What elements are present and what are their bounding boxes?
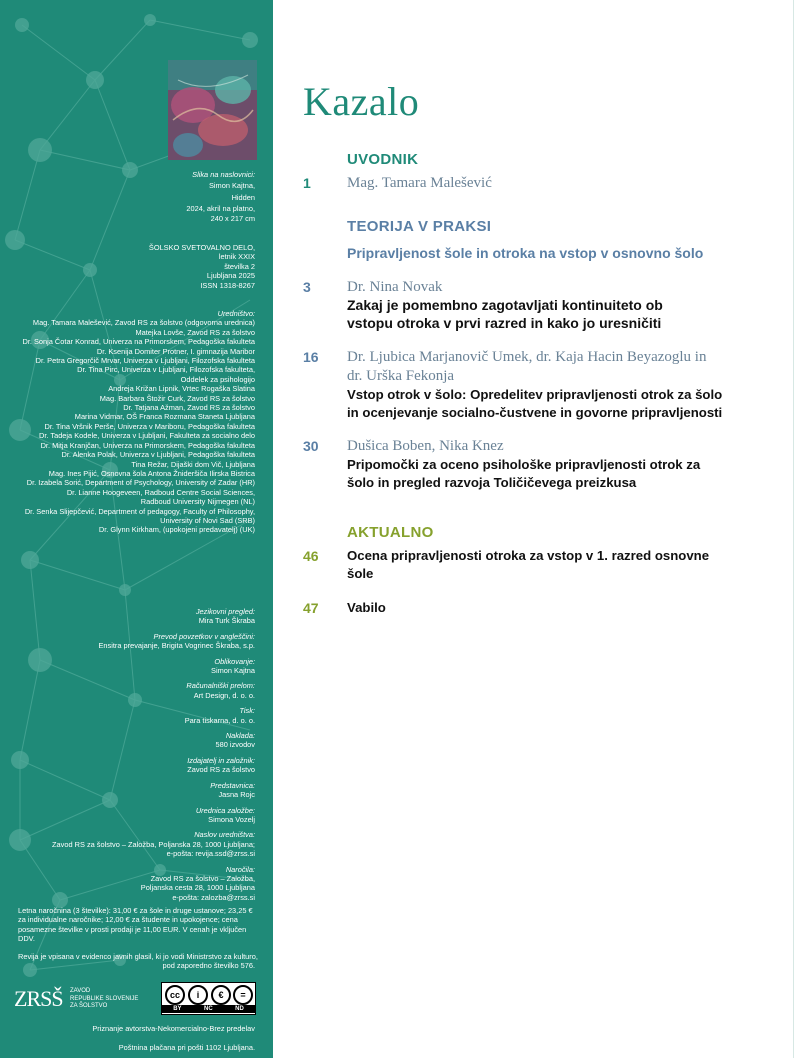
section-subheading: Pripravljenost šole in otroka na vstop v osnovno šolo xyxy=(347,245,704,261)
noncommercial-icon: € xyxy=(211,985,231,1005)
entry-title[interactable]: Vabilo xyxy=(347,600,386,615)
page-number[interactable]: 47 xyxy=(303,600,319,616)
subscription-prices: Letna naročnina (3 številke): 31,00 € za šole in druge ustanove; 23,25 € za individualne naročnike; 12,00 € za študente in upokojence; cena posamezne številke v prosti prodaji je 11,00 EUR. V cenah je vključen DDV. xyxy=(18,906,253,944)
colophon-sidebar: Slika na naslovnici: Simon Kajtna, Hidden 2024, akril na platno, 240 x 217 cm ŠOLSKO SVETOVALNO DELO, letnik XXIX številka 2 Ljubljana 2025 ISSN 1318-8267 Uredništvo: Mag. Tamara Malešević, Zavod RS za šolstvo (odgovorna urednica) Matejka Lovše, Zavod RS za šolstvo Dr. Sonja Čotar Konrad, Univerza na Primorskem, Pedagoška fakulteta Dr. Ksenija Domiter Protner, I. gimnazija Maribor Dr. Petra Gregorčič Mrvar, Univerza v Ljubljani, Filozofska fakulteta Dr. Tina Pirc, Univerza v Ljubljani, Filozofska fakulteta, Oddelek za psihologijo Andreja Križan Lipnik, Vrtec Rogaška Slatina Mag. Barbara Štožir Curk, Zavod RS za šolstvo Dr. Tatjana Ažman, Zavod RS za šolstvo Marina Vidmar, OŠ Franca Rozmana Staneta Ljubljana Dr. Tina Vršnik Perše, Univerza v Mariboru, Pedagoška fakulteta Dr. Tadeja Kodele, Univerza v Ljubljani, Fakulteta za socialno delo Dr. Mitja Kranjčan, Univerza na Primorskem, Pedagoška fakulteta Dr. Alenka Polak, Univerza v Ljubljani, Pedagoška fakulteta Tina Režar, Dijaški dom Vič, Ljubljana Mag. Ines Pijić, Osnovna šola Antona Žnideršiča Ilirska Bistrica Dr. Izabela Sorić, Department of Psychology, University of Zadar (HR) Dr. Lianne Hoogeveen, Radboud Centre Social Sciences, Radboud University Nijmegen (NL) Dr. Senka Slijepčević, Department of pedagogy, Faculty of Philosophy, University of Novi Sad (SRB) Dr. Glynn Kirkham, (upokojeni predavatelj) (UK) Jezikovni pregled: Mira Turk Škraba Prevod povzetkov v angleščini: Ensitra prevajanje, Brigita Vogrinec Škraba, s.p. Oblikovanje: Simon Kajtna Računalniški prelom: Art Design, d. o. o. Tisk: Para tiskarna, d. o. o. Naklada: 580 izvodov Izdajatelj in založnik: Zavod RS za šolstvo Predstavnica: Jasna Rojc Urednica založbe: Simona Vozelj Naslov uredništva: Zavod RS za šolstvo – Založba, Poljanska 28, 1000 Ljubljana; e-pošta: revija.ssd@zrss.si Naročila: Zavod RS za šolstvo – Založba, Poljanska cesta 28, 1000 Ljubljana e-pošta: zalozba@zrss.si Letna naročnina (3 številke): 31,00 € za šole in druge ustanove; 23,25 € za individualne naročnike; 12,00 € za študente in upokojence; cena posamezne številke v prosti prodaji je 11,00 EUR. V cenah je vključen DDV. Revija je vpisana v evidenco javnih glasil, ki jo vodi Ministrstvo za kulturo, pod zaporedno številko 576. ZRSŠ ZAVOD REPUBLIKE SLOVENIJE ZA ŠOLSTVO cc i € = BY NC ND Priznanje avtorstva-Nekomercialno-Brez predelav Poštnina plačana pri pošti 1102 Ljubljana. xyxy=(0,0,273,1058)
postage-note: Poštnina plačana pri pošti 1102 Ljubljana. xyxy=(118,1043,255,1052)
section-heading-aktualno: AKTUALNO xyxy=(347,524,434,541)
entry-author[interactable]: Dr. Nina Novak xyxy=(347,279,443,295)
cover-painting-thumbnail xyxy=(168,60,257,160)
entry-author[interactable]: Mag. Tamara Malešević xyxy=(347,175,492,191)
page-number[interactable]: 16 xyxy=(303,349,319,365)
entry-title[interactable]: Pripomočki za oceno psihološke pripravljenosti otrok za šolo in pregled razvoja Toličičevega preizkusa xyxy=(347,457,701,490)
entry-author[interactable]: Dr. Ljubica Marjanovič Umek, dr. Kaja Hacin Beyazoglu in dr. Urška Fekonja xyxy=(347,349,707,384)
entry-title[interactable]: Zakaj je pomembno zagotavljati kontinuiteto ob vstopu otroka v prvi razred in kako jo uresničiti xyxy=(347,297,663,331)
registration-note: Revija je vpisana v evidenco javnih glasil, ki jo vodi Ministrstvo za kulturo, pod zaporedno številko 576. xyxy=(18,952,258,971)
cc-icon: cc xyxy=(165,985,185,1005)
page-number[interactable]: 30 xyxy=(303,438,319,454)
table-of-contents xyxy=(273,0,794,1058)
page-number[interactable]: 46 xyxy=(303,548,319,564)
by-person-icon: i xyxy=(188,985,208,1005)
editorial-board: Uredništvo: Mag. Tamara Malešević, Zavod RS za šolstvo (odgovorna urednica) Matejka Lovše, Zavod RS za šolstvo Dr. Sonja Čotar Konrad, Univerza na Primorskem, Pedagoška fakulteta Dr. Ksenija Domiter Protner, I. gimnazija Maribor Dr. Petra Gregorčič Mrvar, Univerza v Ljubljani, Filozofska fakulteta Dr. Tina Pirc, Univerza v Ljubljani, Filozofska fakulteta, Oddelek za psihologijo Andreja Križan Lipnik, Vrtec Rogaška Slatina Mag. Barbara Štožir Curk, Zavod RS za šolstvo Dr. Tatjana Ažman, Zavod RS za šolstvo Marina Vidmar, OŠ Franca Rozmana Staneta Ljubljana Dr. Tina Vršnik Perše, Univerza v Mariboru, Pedagoška fakulteta Dr. Tadeja Kodele, Univerza v Ljubljani, Fakulteta za socialno delo Dr. Mitja Kranjčan, Univerza na Primorskem, Pedagoška fakulteta Dr. Alenka Polak, Univerza v Ljubljani, Pedagoška fakulteta Tina Režar, Dijaški dom Vič, Ljubljana Mag. Ines Pijić, Osnovna šola Antona Žnideršiča Ilirska Bistrica Dr. Izabela Sorić, Department of Psychology, University of Zadar (HR) Dr. Lianne Hoogeveen, Radboud Centre Social Sciences, Radboud University Nijmegen (NL) Dr. Senka Slijepčević, Department of pedagogy, Faculty of Philosophy, University of Novi Sad (SRB) Dr. Glynn Kirkham, (upokojeni predavatelj) (UK) xyxy=(22,309,255,535)
license-text: Priznanje avtorstva-Nekomercialno-Brez predelav xyxy=(92,1024,255,1033)
entry-title[interactable]: Ocena pripravljenosti otroka za vstop v 1. razred osnovne šole xyxy=(347,548,710,581)
journal-info: ŠOLSKO SVETOVALNO DELO, letnik XXIX številka 2 Ljubljana 2025 ISSN 1318-8267 xyxy=(148,243,255,290)
section-heading-uvodnik: UVODNIK xyxy=(347,151,419,168)
page-number[interactable]: 3 xyxy=(303,279,311,295)
entry-author[interactable]: Dušica Boben, Nika Knez xyxy=(347,438,504,454)
cover-caption: Slika na naslovnici: Simon Kajtna, Hidden 2024, akril na platno, 240 x 217 cm xyxy=(186,170,255,223)
creative-commons-badge: cc i € = BY NC ND xyxy=(161,982,256,1015)
noderivatives-icon: = xyxy=(233,985,253,1005)
production-credits: Jezikovni pregled: Mira Turk Škraba Prevod povzetkov v angleščini: Ensitra prevajanje, Brigita Vogrinec Škraba, s.p. Oblikovanje: Simon Kajtna Računalniški prelom: Art Design, d. o. o. Tisk: Para tiskarna, d. o. o. Naklada: 580 izvodov Izdajatelj in založnik: Zavod RS za šolstvo Predstavnica: Jasna Rojc Urednica založbe: Simona Vozelj Naslov uredništva: Zavod RS za šolstvo – Založba, Poljanska 28, 1000 Ljubljana; e-pošta: revija.ssd@zrss.si Naročila: Zavod RS za šolstvo – Založba, Poljanska cesta 28, 1000 Ljubljana e-pošta: zalozba@zrss.si xyxy=(52,607,255,902)
entry-title[interactable]: Vstop otrok v šolo: Opredelitev pripravljenosti otrok za šolo in ocenjevanje socialno-čustvene in govorne pripravljenosti xyxy=(347,387,723,420)
section-heading-teorija: TEORIJA V PRAKSI xyxy=(347,218,492,235)
page-number[interactable]: 1 xyxy=(303,175,311,191)
page-title: Kazalo xyxy=(303,79,420,124)
